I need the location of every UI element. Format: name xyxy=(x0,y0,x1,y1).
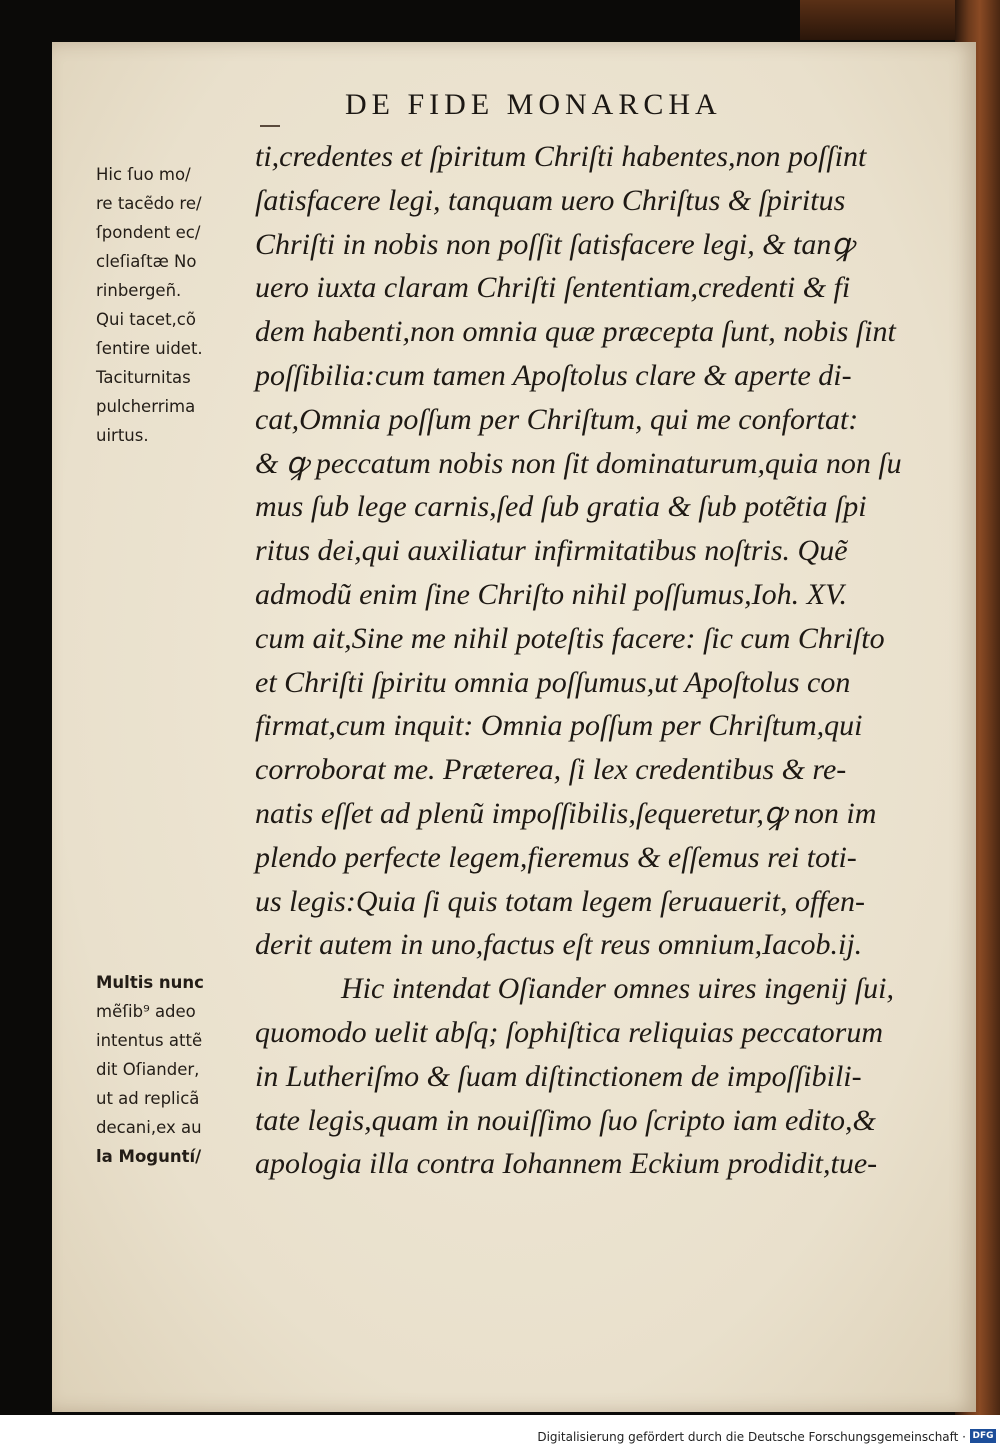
main-text-block xyxy=(255,135,945,1186)
margin-note-line: dit Oſiander, xyxy=(96,1060,200,1079)
funding-notice: Digitalisierung gefördert durch die Deutsche Forschungsgemeinschaft · xyxy=(537,1430,966,1444)
text-line: in Lutheriſmo & ſuam diſtinctionem de impoſſibili- xyxy=(255,1059,862,1093)
margin-note-line: rinbergeñ. xyxy=(96,281,182,300)
margin-note-1 xyxy=(96,160,261,450)
margin-note-line: Qui tacet,cõ xyxy=(96,310,196,329)
text-line: tate legis,quam in nouiſſimo ſuo ſcripto iam edito,& xyxy=(255,1103,876,1137)
text-line: ti,credentes et ſpiritum Chriſti habentes,non poſſint xyxy=(255,140,867,173)
margin-note-line: ſpondent ec/ xyxy=(96,223,201,242)
margin-note-line: re tacẽdo re/ xyxy=(96,194,202,213)
text-line: derit autem in uno,factus eſt reus omnium,Iacob.ij. xyxy=(255,928,863,962)
text-line: apologia illa contra Iohannem Eckium prodidit,tue- xyxy=(255,1147,878,1181)
text-line: quomodo uelit abſq; ſophiſtica reliquias peccatorum xyxy=(255,1015,883,1049)
text-line: uero iuxta claram Chriſti ſententiam,credenti & fi xyxy=(255,271,851,305)
text-line: natis eſſet ad plenũ impoſſibilis,ſequeretur,ꝙ non im xyxy=(255,796,877,830)
text-line: cat,Omnia poſſum per Chriſtum, qui me confortat: xyxy=(255,402,859,436)
text-line: corroborat me. Præterea, ſi lex credentibus & re- xyxy=(255,753,847,787)
text-line: us legis:Quia ſi quis totam legem ſeruauerit, offen- xyxy=(255,884,865,918)
margin-note-line: ut ad replicã xyxy=(96,1089,200,1108)
margin-note-line: decani,ex au xyxy=(96,1118,202,1137)
text-line: firmat,cum inquit: Omnia poſſum per Chriſtum,qui xyxy=(255,709,863,743)
margin-note-line: Hic ſuo mo/ xyxy=(96,165,191,184)
text-line: mus ſub lege carnis,ſed ſub gratia & ſub potẽtia ſpi xyxy=(255,490,867,524)
text-line: Chriſti in nobis non poſſit ſatisfacere legi, & tanꝙ xyxy=(255,227,854,261)
margin-note-line: intentus attẽ xyxy=(96,1031,203,1050)
margin-note-line: pulcherrima xyxy=(96,397,196,416)
paragraph-start-line: Hic intendat Oſiander omnes uires ingenij ſui, xyxy=(341,972,894,1006)
margin-note-line: mẽſib⁹ adeo xyxy=(96,1002,196,1021)
dfg-logo: DFG xyxy=(970,1429,996,1443)
margin-note-2 xyxy=(96,968,261,1171)
margin-note-line: Taciturnitas xyxy=(96,368,191,387)
text-line: & ꝙ peccatum nobis non ſit dominaturum,quia non ſu xyxy=(255,446,902,480)
text-line: ſatisfacere legi, tanquam uero Chriſtus & ſpiritus xyxy=(255,183,846,217)
text-line: poſſibilia:cum tamen Apoſtolus clare & aperte di- xyxy=(255,358,852,392)
catchword-mark xyxy=(260,125,280,127)
text-line: admodũ enim ſine Chriſto nihil poſſumus,Ioh. XV. xyxy=(255,577,847,611)
text-line: et Chriſti ſpiritu omnia poſſumus,ut Apoſtolus con xyxy=(255,665,851,699)
margin-note-line: uirtus. xyxy=(96,426,149,445)
text-line: plendo perfecte legem,fieremus & eſſemus rei toti- xyxy=(255,840,857,874)
margin-note-line: ſentire uidet. xyxy=(96,339,203,358)
margin-note-line: Multis nunc xyxy=(96,973,204,992)
text-line: dem habenti,non omnia quæ præcepta ſunt, nobis ſint xyxy=(255,315,896,349)
running-head: DE FIDE MONARCHA xyxy=(345,88,722,121)
text-line: ritus dei,qui auxiliatur infirmitatibus noſtris. Quẽ xyxy=(255,534,848,568)
margin-note-line: cleſiaſtæ No xyxy=(96,252,197,271)
margin-note-line: la Moguntí/ xyxy=(96,1147,202,1166)
text-line: cum ait,Sine me nihil poteſtis facere: ſic cum Chriſto xyxy=(255,621,885,655)
